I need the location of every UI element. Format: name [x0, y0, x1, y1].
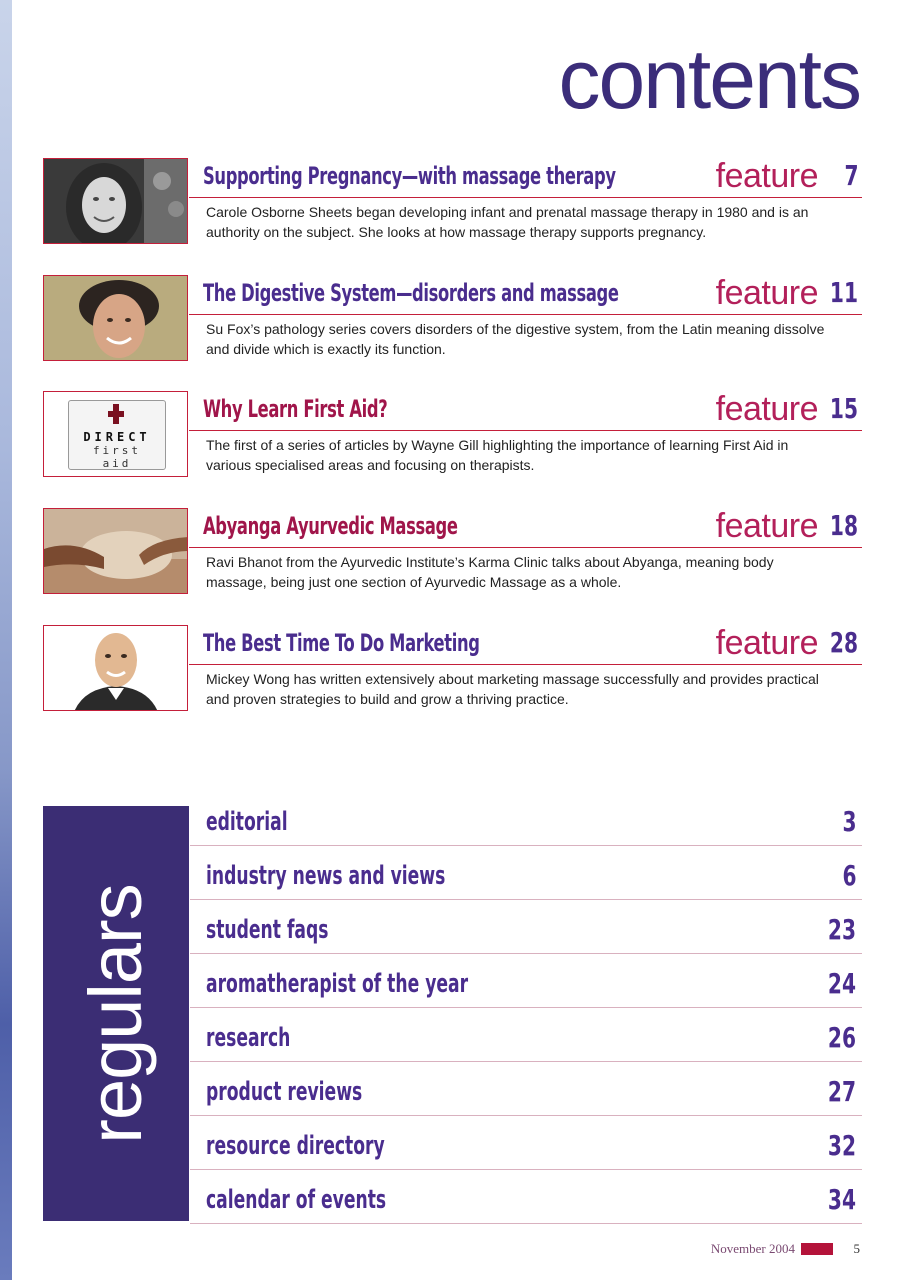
- feature-description: Mickey Wong has written extensively about marketing massage successfully and provides practical and proven strategies to build and grow a thriving practice.: [206, 671, 819, 707]
- feature-page-number: 15: [829, 392, 858, 425]
- regular-item-page: 23: [827, 913, 856, 946]
- feature-title[interactable]: Why Learn First Aid?: [203, 395, 388, 423]
- regular-item-page: 26: [827, 1021, 856, 1054]
- regulars-list: [190, 792, 862, 1224]
- page-footer: [0, 1237, 905, 1261]
- regular-item[interactable]: [190, 846, 862, 900]
- feature-title[interactable]: The Digestive System—disorders and massage: [203, 279, 619, 307]
- feature-page-number: 7: [843, 159, 858, 192]
- footer-color-bar: [801, 1243, 833, 1255]
- feature-page-number: 28: [829, 626, 858, 659]
- regular-item[interactable]: [190, 900, 862, 954]
- author-photo: [43, 625, 188, 711]
- regular-item[interactable]: [190, 1008, 862, 1062]
- massage-photo: [43, 508, 188, 594]
- regular-item-page: 34: [827, 1183, 856, 1216]
- regular-item-page: 6: [841, 859, 856, 892]
- feature-title[interactable]: Supporting Pregnancy—with massage therapy: [203, 162, 616, 190]
- regular-item-name[interactable]: editorial: [206, 807, 288, 837]
- feature-entry[interactable]: [43, 625, 862, 715]
- left-edge-gradient: [0, 0, 12, 1280]
- page-title: contents: [558, 32, 860, 126]
- feature-description: Ravi Bhanot from the Ayurvedic Institute’s Karma Clinic talks about Abyanga, meaning body massage, being just one section of Ayurvedic Massage as a whole.: [206, 554, 774, 590]
- regular-item-name[interactable]: aromatherapist of the year: [206, 969, 469, 999]
- feature-page-number: 18: [829, 509, 858, 542]
- feature-description: Carole Osborne Sheets began developing infant and prenatal massage therapy in 1980 and is an authority on the subject. She looks at how massage therapy supports pregnancy.: [206, 204, 809, 240]
- regular-item-name[interactable]: research: [206, 1023, 291, 1053]
- regular-item-page: 24: [827, 967, 856, 1000]
- feature-description: The first of a series of articles by Wayne Gill highlighting the importance of learning First Aid in various specialised areas and focusing on therapists.: [206, 437, 789, 473]
- feature-entry[interactable]: [43, 508, 862, 598]
- feature-rule: [189, 547, 862, 548]
- regular-item-page: 27: [827, 1075, 856, 1108]
- feature-page-number: 11: [829, 276, 858, 309]
- regular-item-name[interactable]: resource directory: [206, 1131, 385, 1161]
- feature-tag: feature: [715, 390, 818, 428]
- feature-tag: feature: [715, 507, 818, 545]
- feature-rule: [189, 664, 862, 665]
- logo-direct-text: DIRECT: [83, 430, 151, 444]
- regular-item-name[interactable]: product reviews: [206, 1077, 363, 1107]
- direct-first-aid-logo: [43, 391, 188, 477]
- feature-tag: feature: [715, 157, 818, 195]
- regular-item[interactable]: [190, 792, 862, 846]
- regular-item-name[interactable]: calendar of events: [206, 1185, 387, 1215]
- feature-entry[interactable]: [43, 275, 862, 365]
- feature-tag: feature: [715, 624, 818, 662]
- regular-item[interactable]: [190, 1062, 862, 1116]
- regular-item[interactable]: [190, 1116, 862, 1170]
- feature-rule: [189, 430, 862, 431]
- page-number: 5: [853, 1241, 860, 1256]
- author-photo: [43, 275, 188, 361]
- regular-item-page: 32: [827, 1129, 856, 1162]
- regular-item[interactable]: [190, 954, 862, 1008]
- feature-tag: feature: [715, 274, 818, 312]
- feature-description: Su Fox’s pathology series covers disorders of the digestive system, from the Latin meaning dissolve and divide which is exactly its function.: [206, 321, 825, 357]
- feature-entry[interactable]: [43, 391, 862, 481]
- regular-item-name[interactable]: industry news and views: [206, 861, 446, 891]
- feature-title[interactable]: The Best Time To Do Marketing: [203, 629, 480, 657]
- feature-rule: [189, 197, 862, 198]
- regulars-label: regulars: [74, 884, 157, 1144]
- regular-item-page: 3: [841, 805, 856, 838]
- regular-item-name[interactable]: student faqs: [206, 915, 329, 945]
- author-photo: [43, 158, 188, 244]
- logo-first-aid-text: first aid: [92, 444, 142, 470]
- regular-item[interactable]: [190, 1170, 862, 1224]
- feature-rule: [189, 314, 862, 315]
- feature-entry[interactable]: [43, 158, 862, 248]
- feature-title[interactable]: Abyanga Ayurvedic Massage: [203, 512, 458, 540]
- issue-date: November 2004: [710, 1241, 795, 1256]
